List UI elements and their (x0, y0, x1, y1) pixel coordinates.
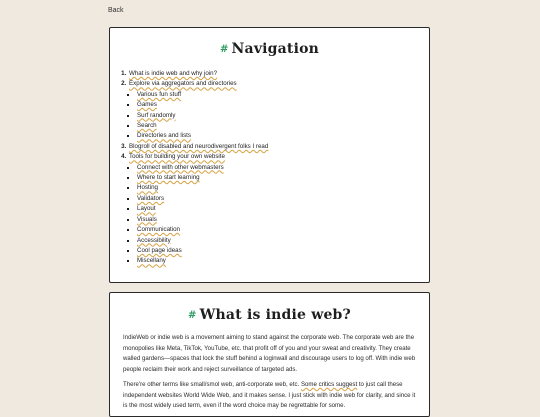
toc-item (128, 142, 429, 152)
toc-sublink[interactable]: Surf randomly (137, 111, 176, 119)
terms-paragraph (123, 380, 416, 412)
toc-sublink[interactable]: Miscellany (137, 257, 166, 265)
navigation-card (109, 27, 430, 283)
toc-item (128, 152, 429, 266)
toc-subitem (137, 121, 429, 131)
toc-sublink[interactable]: Hosting (137, 184, 158, 192)
toc-subitem (137, 204, 429, 214)
toc-link[interactable]: Blogroll of disabled and neurodivergent folks I read (129, 142, 269, 150)
toc-sublink[interactable]: Various fun stuff (137, 90, 182, 98)
what-is-indie-web-card (109, 292, 430, 417)
toc-sublist (129, 90, 429, 142)
toc-subitem (137, 163, 429, 173)
hash-icon: # (188, 310, 197, 321)
toc-link[interactable]: What is indie web and why join? (129, 70, 218, 77)
toc-subitem (137, 256, 429, 266)
toc-link[interactable]: Explore via aggregators and directories (129, 80, 237, 88)
toc-item (128, 79, 429, 141)
what-is-indie-web-heading (110, 307, 429, 323)
toc-subitem (137, 225, 429, 235)
toc-sublink[interactable]: Accessibility (137, 236, 171, 244)
toc-sublink[interactable]: Communication (137, 226, 180, 234)
intro-paragraph: IndieWeb or indie web is a movement aiming to stand against the corporate web. The corporate web are the monopolies like Meta, TikTok, YouTube, etc. that profit off of you and your sweat and creativity. They create walled gardens—spaces that lock the stuff behind a loginwall and discourage users to log off. With indie web people reclaim their work and reject surveillance of targeted ads. (123, 334, 416, 373)
terms-text-after: to just call these independent websites World Wide Web, and it makes sense. I just stick with indie web for clarity, and since it is the most widely used term, even if the word choice may be regrettable for some. (123, 381, 416, 409)
toc-subitem (137, 246, 429, 256)
what-is-indie-web-title: What is indie web? (199, 307, 351, 323)
toc-sublink[interactable]: Cool page ideas (137, 246, 182, 254)
toc-sublink[interactable]: Layout (137, 205, 156, 213)
toc-sublink[interactable]: Directories and lists (137, 132, 191, 140)
back-link[interactable]: Back (108, 7, 124, 14)
navigation-heading (110, 41, 429, 57)
toc-sublink[interactable]: Validators (137, 194, 165, 202)
toc-link[interactable]: Tools for building your own website (129, 153, 225, 161)
toc-subitem (137, 183, 429, 193)
toc-subitem (137, 173, 429, 183)
toc-subitem (137, 111, 429, 121)
toc-subitem (137, 131, 429, 141)
hash-icon: # (219, 44, 229, 55)
toc-sublink[interactable]: Where to start learning (137, 174, 200, 182)
toc-subitem (137, 236, 429, 246)
toc-sublink[interactable]: Visuals (137, 215, 157, 223)
toc-sublist (129, 163, 429, 267)
table-of-contents (110, 69, 429, 267)
toc-subitem (137, 194, 429, 204)
toc-sublink[interactable]: Connect with other webmasters (137, 163, 224, 171)
toc-sublink[interactable]: Games (137, 101, 157, 109)
toc-item (128, 69, 429, 79)
terms-text-before: There're other terms like small/smol web, anti-corporate web, etc. (123, 381, 301, 388)
critics-link[interactable]: Some critics suggest (300, 381, 358, 388)
navigation-title: Navigation (231, 41, 320, 57)
toc-sublink[interactable]: Search (137, 122, 157, 130)
toc-subitem (137, 100, 429, 110)
toc-subitem (137, 90, 429, 100)
toc-subitem (137, 215, 429, 225)
